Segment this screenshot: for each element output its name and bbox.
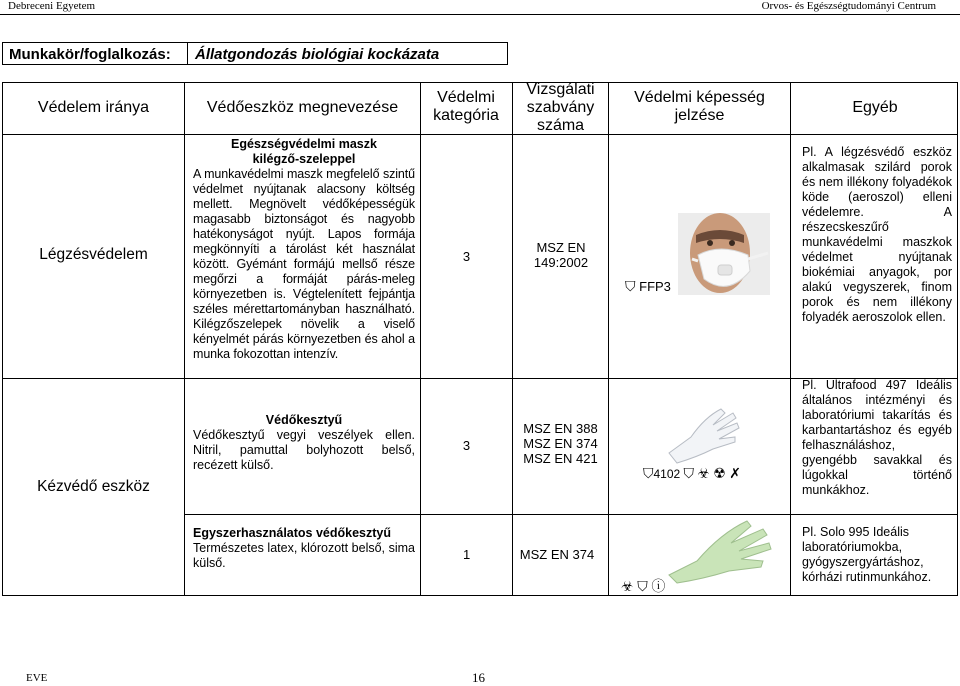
marking-text: FFP3 [639, 279, 671, 294]
job-table [2, 42, 508, 65]
col-divider [184, 83, 185, 595]
col-header-marking: Védelmi képesség jelzése [634, 89, 765, 124]
job-label: Munkakör/foglalkozás: [3, 43, 188, 64]
col-divider [512, 83, 513, 595]
equipment-cell [193, 526, 415, 571]
row-divider [184, 514, 957, 515]
standard-cell [513, 421, 608, 466]
header-centre: Orvos- és Egészségtudományi Centrum [761, 0, 936, 12]
footer-abbreviation: EVE [26, 672, 48, 684]
row-direction: Légzésvédelem [39, 246, 148, 263]
row-direction: Kézvédő eszköz [37, 478, 150, 495]
page-number: 16 [472, 670, 485, 685]
other-cell: Pl. Ultrafood 497 Ideális általános intézményi és laboratóriumi takarítás és karbantartáshoz és egyéb felhasználáshoz, gyengébb savakkal és lúgokkal történő munkákhoz. [802, 378, 952, 497]
standard-line: MSZ EN 374 [523, 436, 598, 451]
equipment-title: Egészségvédelmi maszk kilégző-szeleppel [231, 137, 377, 166]
marking-text: 4102 [653, 467, 681, 481]
marking-cell [625, 279, 671, 294]
equipment-description: A munkavédelmi maszk megfelelő szintű védelmet nyújtanak alacsony költség mellett. Megnövelt védőképességük magasabb biztonságot és nagyobb hatékonyságot nyújt. Lapos formája megkönnyíti a tárolást két használat között. Gyémánt formájú mellső része megőrzi a formáját párás-meleg környezetben is. Végtelenített fejpántja széles mérettartományban használható. Kilégzőszelepek növelik a viselő kényelmét párás környezetben és ahol a munka fokozottan intenzív. [193, 167, 415, 361]
standard-value: MSZ EN 374 [519, 547, 595, 562]
equipment-title: Egyszerhasználatos védőkesztyű [193, 526, 391, 540]
mechanical-hazard-icon: ⛉ [643, 465, 654, 481]
equipment-title: Védőkesztyű [265, 413, 343, 427]
category-value: 3 [462, 249, 471, 264]
col-divider [420, 83, 421, 595]
standard-line: MSZ EN 421 [523, 451, 598, 466]
info-icon: ⓘ [651, 578, 666, 594]
header-institution: Debreceni Egyetem [8, 0, 96, 12]
marking-cell [643, 466, 741, 481]
equipment-description: Természetes latex, klórozott belső, sima külső. [193, 541, 415, 570]
nitrile-glove-photo [661, 403, 743, 465]
header-divider [3, 134, 957, 135]
marking-cell [621, 579, 665, 594]
equipment-cell [193, 137, 415, 362]
col-header-direction: Védelem iránya [37, 99, 150, 116]
equipment-description: Védőkesztyű vegyi veszélyek ellen. Nitril, pamuttal bolyhozott belső, recézett külső. [193, 428, 415, 472]
col-divider [608, 83, 609, 595]
col-header-other: Egyéb [852, 99, 898, 116]
chemical-hazard-icon: ⛉ [637, 578, 648, 594]
equipment-cell [193, 413, 415, 473]
standard-value: MSZ EN 149:2002 [533, 240, 589, 270]
col-divider [790, 83, 791, 595]
latex-glove-photo [663, 515, 775, 585]
header-rule [0, 14, 960, 15]
radiation-icon: ☢ [713, 465, 726, 481]
ppe-table [2, 82, 958, 596]
col-header-category: Védelmi kategória [433, 89, 499, 124]
category-value: 3 [462, 438, 471, 453]
other-cell: Pl. A légzésvédő eszköz alkalmasak szilárd porok és nem illékony folyadékok köde (aeroszol) elleni védelemre. A részecskeszűrő munkavédelmi maszkok védelmet nyújtanak biokémiai anyagok, por alakú vegyszerek, finom porok és nem illékony folyadék aeroszolok ellen. [802, 145, 952, 324]
respirator-mask-photo [678, 213, 770, 295]
category-value: 1 [463, 547, 471, 562]
col-header-standard: Vizsgálati szabvány száma [526, 81, 595, 134]
other-cell: Pl. Solo 995 Ideális laboratóriumokba, gyógyszergyártáshoz, kórházi rutinmunkához. [802, 525, 932, 584]
shield-icon: ⛉ [625, 278, 636, 294]
job-value: Állatgondozás biológiai kockázata [195, 46, 440, 63]
biohazard-icon: ☣ [621, 578, 634, 594]
chemical-hazard-icon: ⛉ [683, 465, 695, 481]
col-header-equipment: Védőeszköz megnevezése [206, 99, 399, 116]
standard-line: MSZ EN 388 [523, 421, 598, 436]
x-mark-icon: ✗ [729, 465, 741, 481]
biohazard-icon: ☣ [697, 465, 710, 481]
